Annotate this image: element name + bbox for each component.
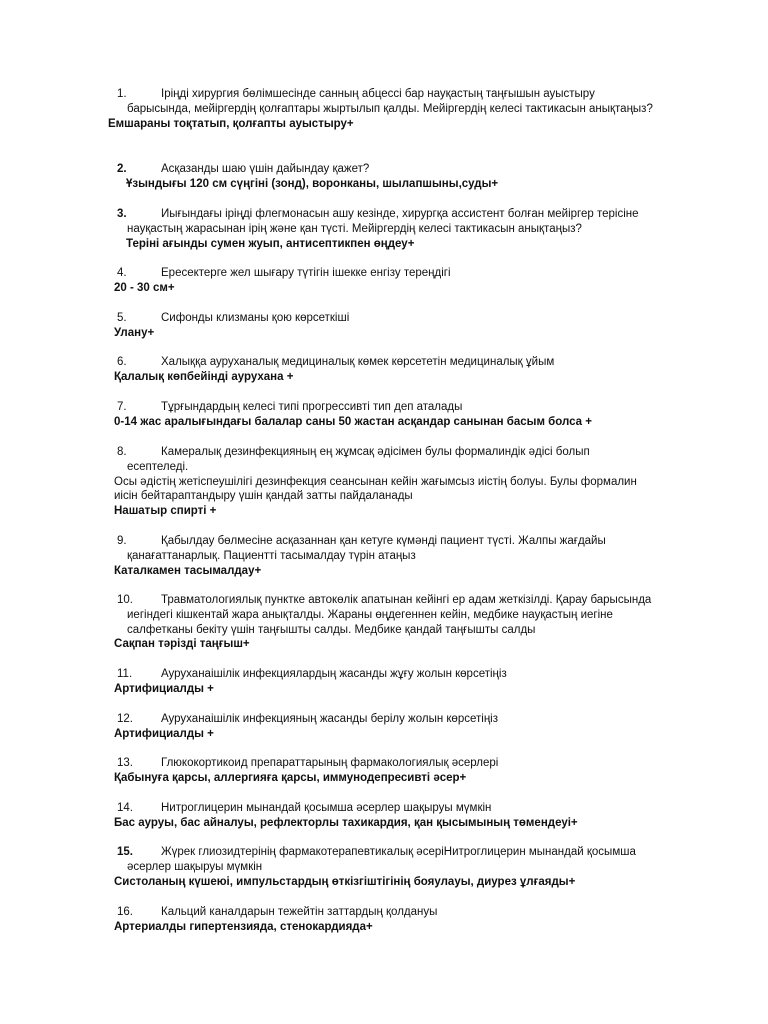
question-text — [114, 845, 654, 875]
question-text — [114, 445, 654, 504]
question-item — [114, 845, 654, 889]
answer-text: Ұзындығы 120 см сүңгіні (зонд), воронканы, шылапшыны,суды+ — [126, 177, 499, 190]
question-text — [114, 712, 654, 727]
question-text — [114, 207, 654, 237]
question-item — [114, 311, 654, 341]
answer-text: Бас ауруы, бас айналуы, рефлекторлы тахикардия, қан қысымының төмендеуі+ — [114, 816, 578, 829]
question-number: 12. — [117, 713, 133, 725]
question-number: 6. — [117, 356, 127, 368]
answer-text: Артифициалды + — [114, 682, 214, 695]
answer-text: Каталкамен тасымалдау+ — [114, 564, 262, 577]
question-number: 5. — [117, 312, 127, 324]
answer-text: Теріні ағынды сумен жуып, антисептикпен өңдеу+ — [126, 237, 415, 250]
question-number: 3. — [117, 208, 127, 220]
question-number: 14. — [117, 802, 133, 814]
question-body: Жүрек глиозидтерінің фармакотерапевтикалық әсеріНитроглицерин мынандай қосымша әсерлер шақыруы мүмкін — [127, 846, 636, 873]
question-extra: Осы әдістің жетіспеушілігі дезинфекция сеансынан кейін жағымсыз иістің болуы. Булы формалин иісін бейтараптандыру үшін қандай затты пайдаланады — [114, 475, 637, 503]
question-body: Қабылдау бөлмесіне асқазаннан қан кетуге күмәнді пациент түсті. Жалпы жағдайы қанағаттанарлық. Пациентті тасымалдау түрін атаңыз — [127, 535, 606, 562]
question-text — [114, 593, 654, 637]
question-text — [114, 905, 654, 920]
question-number: 8. — [117, 446, 127, 458]
question-text — [114, 266, 654, 281]
question-number: 13. — [117, 757, 133, 769]
question-item — [114, 162, 654, 192]
question-body: Нитроглицерин мынандай қосымша әсерлер шақыруы мүмкін — [161, 802, 492, 814]
question-item — [114, 801, 654, 831]
question-text — [114, 162, 654, 177]
question-body: Травматологиялық пунктке автокөлік апатынан кейінгі ер адам жеткізілді. Қарау барысында иегіндегі кішкентай жара анықталды. Жараны өңдегеннен кейін, медбике науқастың иегіне салфетканы бекіту үшін таңғышты салды. Медбике қандай таңғышты салды — [127, 594, 652, 636]
question-text — [114, 801, 654, 816]
question-number: 7. — [117, 401, 127, 413]
question-text — [114, 355, 654, 370]
question-item — [108, 87, 654, 131]
question-body: Іріңді хирургия бөлімшесінде санның абцессі бар науқастың таңғышын ауыстыру барысында, мейіргердің қолғаптары жыртылып қалды. Мейіргердің келесі тактикасын анықтаңыз? — [127, 88, 653, 115]
question-item — [114, 756, 654, 786]
answer-text: Артифициалды + — [114, 727, 214, 740]
answer-text: Улану+ — [114, 326, 155, 339]
question-body: Сифонды клизманы қою көрсеткіші — [161, 312, 350, 324]
question-body: Ауруханаішілік инфекциялардың жасанды жұғу жолын көрсетіңіз — [161, 668, 507, 680]
question-number: 2. — [117, 163, 127, 175]
question-body: Тұрғындардың келесі типі прогрессивті тип деп аталады — [161, 401, 463, 413]
question-item — [114, 712, 654, 742]
answer-text: Нашатыр спирті + — [114, 505, 217, 518]
answer-text: Қабынуға қарсы, аллергияға қарсы, иммунодепресивті әсер+ — [114, 771, 467, 784]
question-number: 1. — [117, 88, 127, 100]
question-number: 4. — [117, 267, 127, 279]
question-body: Ауруханаішілік инфекцияның жасанды берілу жолын көрсетіңіз — [161, 713, 498, 725]
question-item — [114, 355, 654, 385]
question-number: 15. — [117, 846, 133, 858]
question-item — [114, 266, 654, 296]
question-item — [114, 905, 654, 935]
question-text — [114, 400, 654, 415]
question-body: Камералық дезинфекцияның ең жұмсақ әдісімен булы формалиндік әдісі болып есептеледі. — [127, 446, 590, 473]
question-item — [114, 593, 654, 652]
answer-text: Систоланың күшеюі, импульстардың өткізгіштігінің бояулауы, диурез ұлғаяды+ — [114, 875, 576, 888]
question-body: Халыққа ауруханалық медициналық көмек көрсететін медициналық ұйым — [161, 356, 555, 368]
question-number: 16. — [117, 906, 133, 918]
answer-text: Емшараны тоқтатып, қолғапты ауыстыру+ — [108, 117, 354, 130]
question-number: 11. — [117, 668, 133, 680]
question-item — [114, 534, 654, 578]
question-text — [114, 756, 654, 771]
answer-text: 0-14 жас аралығындағы балалар саны 50 жастан асқандар санынан басым болса + — [114, 415, 592, 428]
question-body: Иығындағы іріңді флегмонасын ашу кезінде, хирургқа ассистент болған мейіргер терісіне науқастың жарасынан ірің және қан түсті. Мейіргердің келесі тактикасын анықтаңыз? — [127, 208, 639, 235]
question-text — [114, 87, 654, 117]
question-text — [114, 311, 654, 326]
answer-text: Артериалды гипертензияда, стенокардияда+ — [114, 920, 373, 933]
question-text — [114, 534, 654, 564]
question-number: 9. — [117, 535, 127, 547]
question-number: 10. — [117, 594, 133, 606]
question-body: Глюкокортикоид препараттарының фармакологиялық әсерлері — [161, 757, 499, 769]
answer-text: Сақпан тәрізді таңғыш+ — [114, 638, 250, 651]
question-body: Ересектерге жел шығару түтігін ішекке енгізу тереңдігі — [161, 267, 451, 279]
question-body: Асқазанды шаю үшін дайындау қажет? — [161, 163, 370, 175]
question-item — [114, 445, 654, 519]
answer-text: Қалалық көпбейінді аурухана + — [114, 370, 294, 383]
question-item — [114, 400, 654, 430]
question-item — [114, 667, 654, 697]
question-body: Кальций каналдарын тежейтін заттардың қолдануы — [161, 906, 438, 918]
answer-text: 20 - 30 см+ — [114, 281, 175, 294]
question-item — [114, 207, 654, 251]
question-text — [114, 667, 654, 682]
